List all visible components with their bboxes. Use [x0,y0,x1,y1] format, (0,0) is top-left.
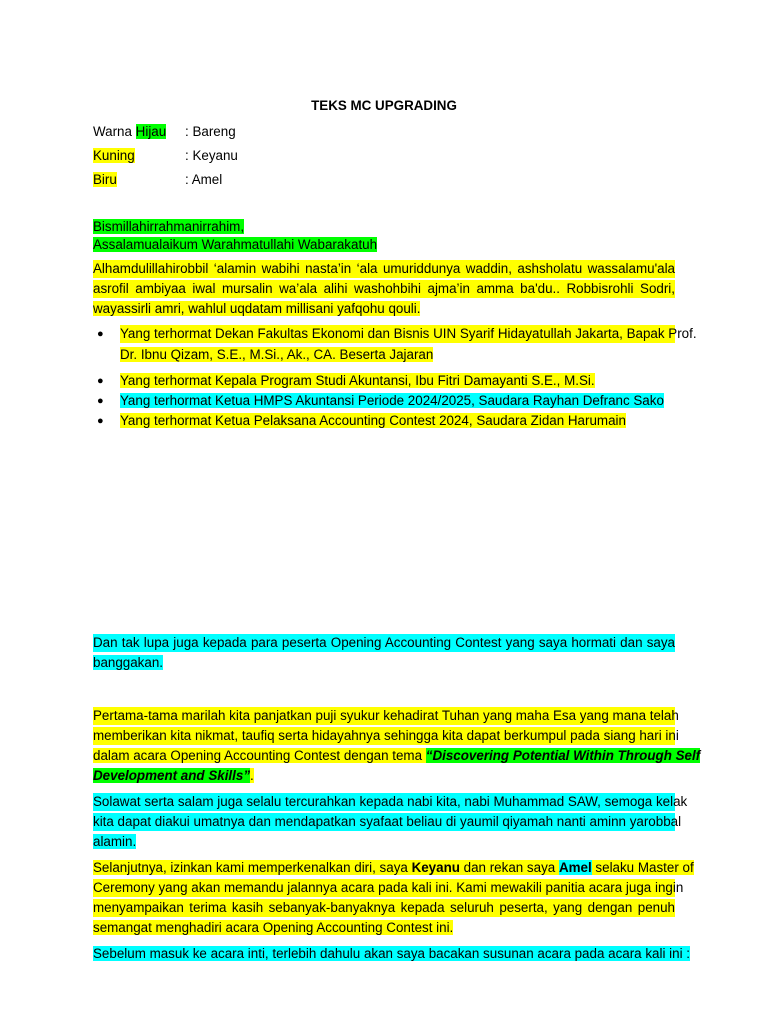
solawat-line-2: kita dapat diakui umatnya dan mendapatkan syafaat beliau di yaumil qiyamah nanti aminn yarobbal [93,814,682,829]
legend-color-cyan: Biru [93,172,117,187]
bullet-icon: ● [97,395,104,407]
legend-prefix: Warna [93,124,136,139]
legend-value-yellow: : Keyanu [185,148,238,163]
opening-line-1: Bismillahirrahmanirrahim, [93,219,245,234]
pertama-line-1: Pertama-tama marilah kita panjatkan puji syukur kehadirat Tuhan yang maha Esa yang mana telah [93,708,679,723]
legend-value-cyan: : Amel [185,172,223,187]
bullet-icon: ● [97,375,104,387]
pertama-line-2: memberikan kita nikmat, taufiq serta hidayahnya sehingga kita dapat berkumpul pada siang hari ini [93,728,679,743]
greeting-3: Yang terhormat Ketua HMPS Akuntansi Periode 2024/2025, Saudara Rayhan Defranc Sako [120,393,664,408]
alhamdulillah-line-3: wayassirli amri, wahlul uqdatam millisani yafqohu qouli. [93,301,421,316]
legend-row-cyan [93,171,117,189]
greeting-2: Yang terhormat Kepala Program Studi Akuntansi, Ibu Fitri Damayanti S.E., M.Si. [120,373,595,388]
name-keyanu: Keyanu [411,860,460,875]
name-amel: Amel [558,860,592,875]
legend-row-yellow [93,147,135,165]
greeting-1-line-1: Yang terhormat Dekan Fakultas Ekonomi dan Bisnis UIN Syarif Hidayatullah Jakarta, Bapak Prof. [120,326,697,341]
bullet-icon: ● [97,415,104,427]
sebelum-line: Sebelum masuk ke acara inti, terlebih dahulu akan saya bacakan susunan acara pada acara kali ini : [93,946,690,961]
legend-color-yellow: Kuning [93,148,135,163]
pertama-line-4: Development and Skills”. [93,768,254,783]
intro-line-4: semangat menghadiri acara Opening Accounting Contest ini. [93,920,454,935]
pertama-line-3: dalam acara Opening Accounting Contest dengan tema “Discovering Potential Within Through Self [93,748,701,763]
peserta-line-1: Dan tak lupa juga kepada para peserta Opening Accounting Contest yang saya hormati dan saya [93,635,675,650]
intro-line-2: Ceremony yang akan memandu jalannya acara pada kali ini. Kami mewakili panitia acara juga ingin [93,880,684,895]
theme-text-cont: Development and Skills” [93,768,251,783]
alhamdulillah-line-1: Alhamdulillahirobbil ‘alamin wabihi nasta’in ‘ala umuriddunya waddin, ashsholatu wassalamu'ala [93,261,675,276]
peserta-line-2: banggakan. [93,655,163,670]
intro-line-3: menyampaikan terima kasih sebanyak-banyaknya kepada seluruh peserta, yang dengan penuh [93,900,675,915]
opening-line-2: Assalamualaikum Warahmatullahi Wabarakatuh [93,237,378,252]
legend-color-green: Hijau [135,124,167,139]
bullet-icon: ● [97,328,104,340]
solawat-line-1: Solawat serta salam juga selalu tercurahkan kepada nabi kita, nabi Muhammad SAW, semoga kelak [93,794,688,809]
document-title: TEKS MC UPGRADING [311,98,457,113]
solawat-line-3: alamin. [93,834,137,849]
alhamdulillah-line-2: asrofil ambiyaa iwal mursalin wa’ala alihi washohbihi ajma’in amma ba'du.. Robbisrohli Sodri, [93,281,675,296]
greeting-1-line-2: Dr. Ibnu Qizam, S.E., M.Si., Ak., CA. Beserta Jajaran [120,347,434,362]
legend-row-green [93,123,166,141]
intro-line-1: Selanjutnya, izinkan kami memperkenalkan diri, saya Keyanu dan rekan saya Amel selaku Master of [93,860,694,875]
theme-text: “Discovering Potential Within Through Self [425,748,701,763]
legend-value-green: : Bareng [185,124,236,139]
greeting-4: Yang terhormat Ketua Pelaksana Accounting Contest 2024, Saudara Zidan Harumain [120,413,626,428]
